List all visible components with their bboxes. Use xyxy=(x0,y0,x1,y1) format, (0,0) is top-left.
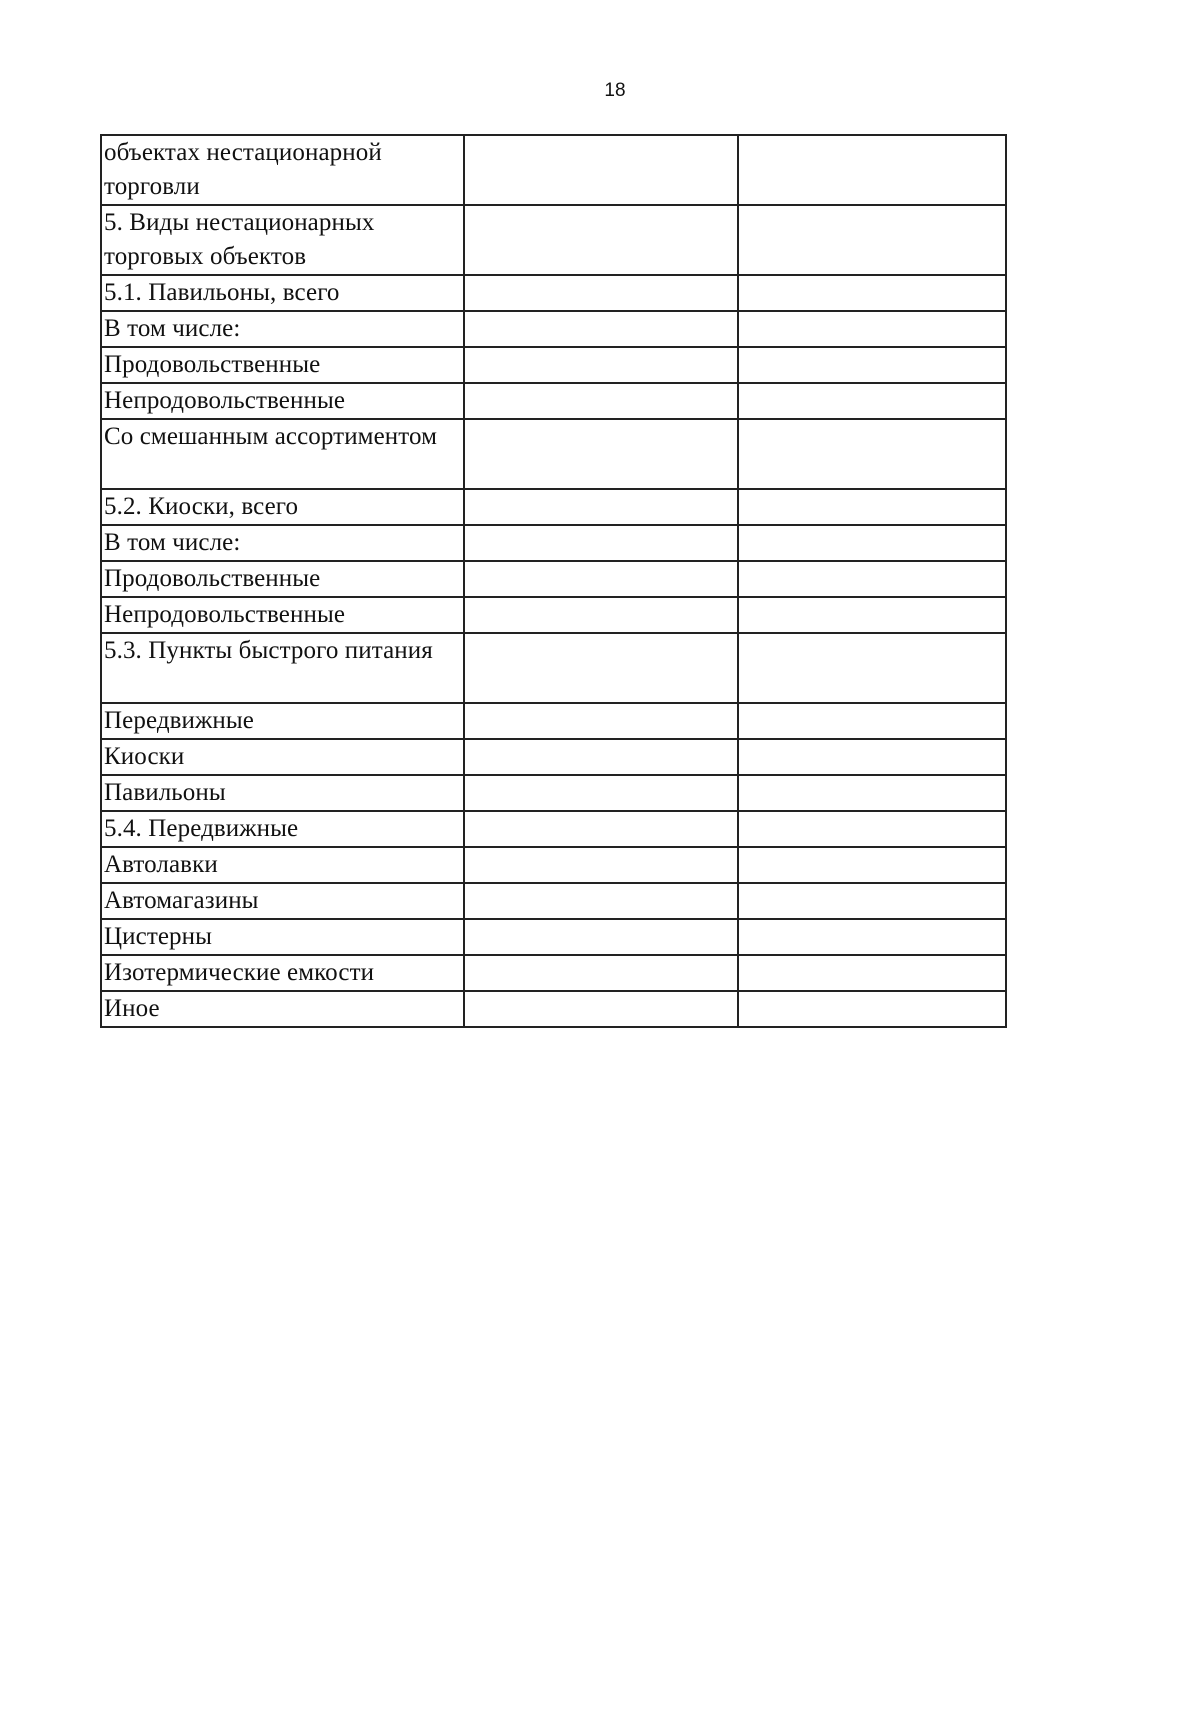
row-label-cell: 5. Виды нестационарных торговых объектов xyxy=(101,205,464,275)
value-cell-column-2 xyxy=(464,489,738,525)
value-cell-column-3 xyxy=(738,919,1006,955)
value-cell-column-2 xyxy=(464,205,738,275)
row-label-cell: Изотермические емкости xyxy=(101,955,464,991)
row-label-cell: 5.4. Передвижные xyxy=(101,811,464,847)
value-cell-column-3 xyxy=(738,205,1006,275)
row-label-cell: Павильоны xyxy=(101,775,464,811)
table-row xyxy=(101,739,1006,775)
table-row xyxy=(101,275,1006,311)
value-cell-column-3 xyxy=(738,847,1006,883)
value-cell-column-2 xyxy=(464,525,738,561)
row-label-cell: Непродовольственные xyxy=(101,597,464,633)
row-label-cell: Автолавки xyxy=(101,847,464,883)
value-cell-column-2 xyxy=(464,633,738,703)
row-label-cell: В том числе: xyxy=(101,311,464,347)
table-row xyxy=(101,633,1006,703)
row-label-cell: Передвижные xyxy=(101,703,464,739)
table-row xyxy=(101,703,1006,739)
value-cell-column-2 xyxy=(464,419,738,489)
value-cell-column-2 xyxy=(464,383,738,419)
row-label-cell: Автомагазины xyxy=(101,883,464,919)
value-cell-column-3 xyxy=(738,561,1006,597)
row-label-cell: Продовольственные xyxy=(101,561,464,597)
value-cell-column-3 xyxy=(738,311,1006,347)
value-cell-column-2 xyxy=(464,883,738,919)
table-row xyxy=(101,419,1006,489)
value-cell-column-3 xyxy=(738,739,1006,775)
value-cell-column-2 xyxy=(464,919,738,955)
value-cell-column-2 xyxy=(464,955,738,991)
value-cell-column-3 xyxy=(738,991,1006,1027)
value-cell-column-3 xyxy=(738,347,1006,383)
value-cell-column-2 xyxy=(464,347,738,383)
row-label-cell: Цистерны xyxy=(101,919,464,955)
table-row xyxy=(101,383,1006,419)
value-cell-column-3 xyxy=(738,383,1006,419)
table-row xyxy=(101,205,1006,275)
value-cell-column-3 xyxy=(738,811,1006,847)
row-label-cell: Киоски xyxy=(101,739,464,775)
value-cell-column-2 xyxy=(464,991,738,1027)
value-cell-column-3 xyxy=(738,525,1006,561)
value-cell-column-3 xyxy=(738,135,1006,205)
value-cell-column-3 xyxy=(738,883,1006,919)
value-cell-column-2 xyxy=(464,135,738,205)
table-row xyxy=(101,597,1006,633)
value-cell-column-2 xyxy=(464,811,738,847)
value-cell-column-3 xyxy=(738,489,1006,525)
table-row xyxy=(101,883,1006,919)
value-cell-column-2 xyxy=(464,597,738,633)
table-row xyxy=(101,991,1006,1027)
table-row xyxy=(101,919,1006,955)
value-cell-column-3 xyxy=(738,419,1006,489)
row-label-cell: Продовольственные xyxy=(101,347,464,383)
value-cell-column-2 xyxy=(464,847,738,883)
value-cell-column-3 xyxy=(738,597,1006,633)
value-cell-column-2 xyxy=(464,311,738,347)
value-cell-column-2 xyxy=(464,561,738,597)
row-label-cell: В том числе: xyxy=(101,525,464,561)
row-label-cell: Со смешанным ассортиментом xyxy=(101,419,464,489)
table-row xyxy=(101,775,1006,811)
table-row xyxy=(101,811,1006,847)
page-number: 18 xyxy=(604,80,626,101)
table-row xyxy=(101,135,1006,205)
value-cell-column-2 xyxy=(464,775,738,811)
row-label-cell: объектах нестационарной торговли xyxy=(101,135,464,205)
table-row xyxy=(101,561,1006,597)
table-body xyxy=(101,135,1006,1027)
table-row xyxy=(101,847,1006,883)
row-label-cell: Непродовольственные xyxy=(101,383,464,419)
data-table xyxy=(100,134,1007,1028)
row-label-cell: 5.2. Киоски, всего xyxy=(101,489,464,525)
value-cell-column-3 xyxy=(738,275,1006,311)
row-label-cell: 5.3. Пункты быстрого питания xyxy=(101,633,464,703)
value-cell-column-2 xyxy=(464,275,738,311)
row-label-cell: Иное xyxy=(101,991,464,1027)
table-row xyxy=(101,955,1006,991)
value-cell-column-3 xyxy=(738,703,1006,739)
row-label-cell: 5.1. Павильоны, всего xyxy=(101,275,464,311)
value-cell-column-2 xyxy=(464,739,738,775)
table-row xyxy=(101,489,1006,525)
value-cell-column-3 xyxy=(738,955,1006,991)
value-cell-column-3 xyxy=(738,775,1006,811)
table-row xyxy=(101,525,1006,561)
table-row xyxy=(101,347,1006,383)
value-cell-column-3 xyxy=(738,633,1006,703)
table-row xyxy=(101,311,1006,347)
value-cell-column-2 xyxy=(464,703,738,739)
